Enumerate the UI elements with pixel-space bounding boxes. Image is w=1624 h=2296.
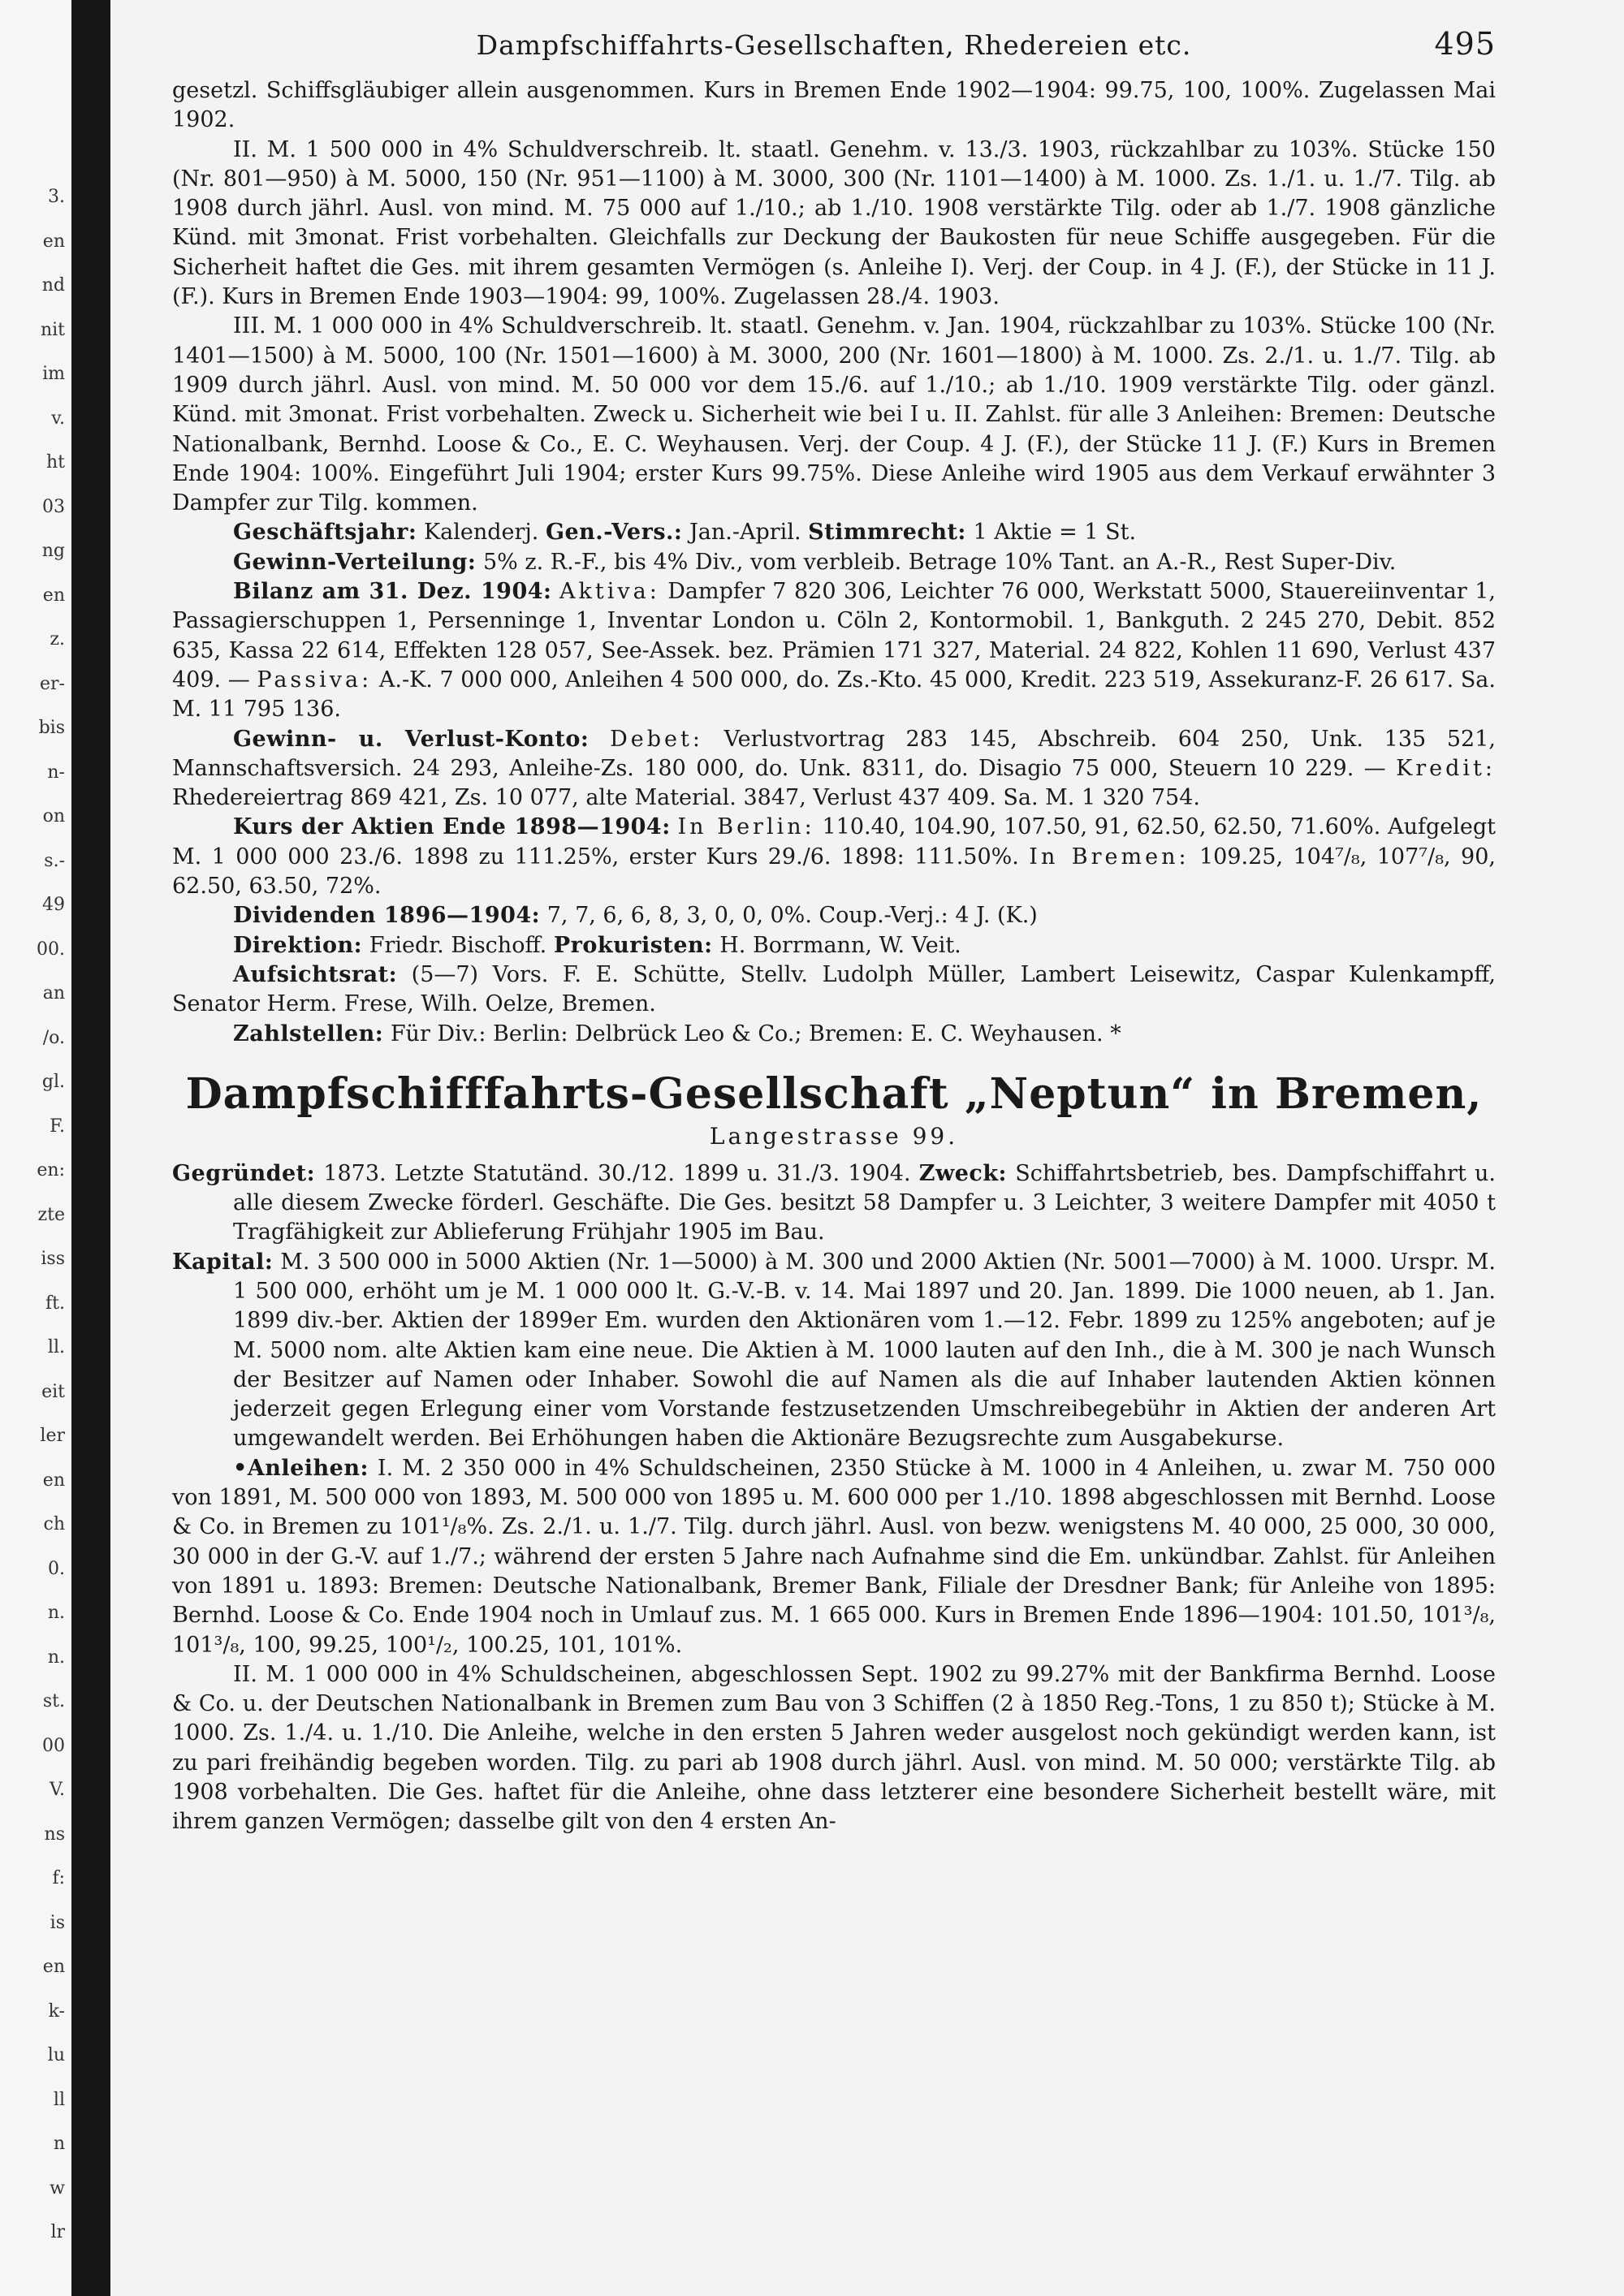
adjacent-page-fragment: ler — [40, 1426, 65, 1446]
label: Gegründet: — [172, 1160, 316, 1186]
text: Verlustvortrag 283 145, Abschreib. 604 250, Unk. 135 521, Mannschaftsversich. 24 293, Anleihe-Zs. 180 000, do. Unk. 8311, do. Disagio 75 000, Steuern 10 229. — — [172, 726, 1496, 781]
paragraph-anleihen — [172, 1454, 1496, 1660]
text: Aktiva: — [559, 579, 660, 605]
label: Kurs der Aktien Ende 1898—1904: — [233, 814, 671, 840]
adjacent-page-fragment: w — [50, 2177, 65, 2199]
adjacent-page-fragment: z. — [50, 629, 65, 650]
adjacent-page-fragment: lu — [47, 2045, 65, 2065]
adjacent-page-fragment: n- — [47, 762, 65, 783]
adjacent-page-fragment: en — [42, 1957, 65, 1977]
text: Passiva: — [257, 667, 373, 693]
label: Direktion: — [233, 932, 363, 958]
label: Aufsichtsrat: — [233, 961, 398, 987]
adjacent-page-fragment: er- — [40, 673, 65, 694]
label: Kapital: — [172, 1249, 274, 1275]
adjacent-page-fragment: ll. — [47, 1337, 65, 1357]
adjacent-page-fragment: gl. — [41, 1072, 65, 1092]
page — [172, 23, 1496, 1837]
running-title: Dampfschiffahrts-Gesellschaften, Rhedereien etc. — [476, 29, 1192, 61]
running-header — [172, 23, 1496, 76]
adjacent-page-fragment: en — [42, 231, 65, 252]
text: Debet: — [610, 726, 703, 752]
company-title: Dampfschifffahrts-Gesellschaft „Neptun“ in Bremen, — [185, 1068, 1483, 1119]
adjacent-page-fragment: en — [42, 1470, 65, 1491]
adjacent-page-fragment: is — [50, 1912, 65, 1933]
text: 7, 7, 6, 6, 8, 3, 0, 0, 0%. Coup.-Verj.: 4 J. (K.) — [540, 903, 1038, 929]
adjacent-page-fragment: /o. — [42, 1027, 65, 1048]
label: Bilanz am 31. Dez. 1904: — [233, 579, 552, 605]
adjacent-page-fragment: F. — [50, 1116, 65, 1137]
label: Gewinn-Verteilung: — [233, 549, 477, 575]
adjacent-page-fragment: 00. — [37, 939, 65, 960]
label: Stimmrecht: — [808, 520, 966, 546]
text: 1 Aktie = 1 St. — [965, 520, 1137, 546]
text: H. Borrmann, W. Veit. — [712, 932, 961, 958]
text: Für Div.: Berlin: Delbrück Leo & Co.; Bremen: E. C. Weyhausen. * — [383, 1021, 1121, 1047]
adjacent-page-fragment: s.- — [44, 850, 65, 871]
adjacent-page-fragment: bis — [38, 718, 65, 738]
adjacent-page-fragment: eit — [41, 1381, 65, 1402]
text: In Berlin: — [677, 814, 815, 840]
adjacent-page-fragment: an — [42, 983, 65, 1003]
adjacent-page-fragment: ll — [53, 2089, 65, 2110]
adjacent-page-fragment: 49 — [42, 895, 65, 915]
adjacent-page-strip — [0, 0, 71, 2296]
paragraph-direktion — [172, 931, 1496, 960]
text: Kredit: — [1396, 755, 1496, 781]
adjacent-page-fragment: on — [42, 806, 65, 826]
text: (5—7) Vors. F. E. Schütte, Stellv. Ludolph Müller, Lambert Leisewitz, Caspar Kulenkampff, Senator Herm. Frese, Wilh. Oelze, Bremen. — [172, 961, 1496, 1017]
paragraph-kurs — [172, 813, 1496, 901]
label: •Anleihen: — [233, 1455, 369, 1481]
text: Kalenderj. — [417, 520, 546, 546]
adjacent-page-fragment: n. — [47, 1603, 65, 1623]
text: 109.25, 104⁷/₈, 107⁷/₈, 90, 62.50, 63.50, 72%. — [172, 844, 1496, 900]
paragraph-kapital — [172, 1248, 1496, 1454]
adjacent-page-fragment: ht — [45, 452, 65, 473]
paragraph-zahlstellen — [172, 1020, 1496, 1049]
label: Geschäftsjahr: — [233, 520, 417, 546]
adjacent-page-fragment: 3. — [48, 187, 65, 207]
adjacent-page-fragment: 03 — [42, 496, 65, 517]
text: Jan.-April. — [682, 520, 809, 546]
paragraph-bilanz — [172, 577, 1496, 724]
adjacent-page-fragment: ch — [43, 1514, 65, 1534]
text: Dampfer 7 820 306, Leichter 76 000, Werkstatt 5000, Stauereiinventar 1, Passagierschuppen 1, Persenninge 1, Inventar London u. Cöln 2, Kontormobil. 1, Bankguth. 2 245 270, Debit. 852 635, Kassa 22 614, Effekten 128 057, See-Assek. bez. Prämien 171 327, Material. 24 822, Kohlen 11 690, Verlust 437 409. — — [172, 579, 1496, 693]
paragraph-gegruendet — [172, 1159, 1496, 1248]
book-gutter — [71, 0, 110, 2296]
paragraph-meta — [172, 518, 1496, 547]
adjacent-page-fragment: 0. — [48, 1558, 65, 1579]
company-address: Langestrasse 99. — [709, 1122, 959, 1150]
text: 1873. Letzte Statutänd. 30./12. 1899 u. 31./3. 1904. — [315, 1160, 919, 1186]
paragraph-anleihe-2: II. M. 1 000 000 in 4% Schuldscheinen, abgeschlossen Sept. 1902 zu 99.27% mit der Bankfirma Bernhd. Loose & Co. u. der Deutschen Nationalbank in Bremen zum Bau von 3 Schiffen (2 à 1850 Reg.-Tons, 1 zu 850 t); Stücke à M. 1000. Zs. 1./4. u. 1./10. Die Anleihe, welche in den ersten 5 Jahren weder ausgelost noch gekündigt werden kann, ist zu pari freihändig begeben worden. Tilg. zu pari ab 1908 durch jährl. Ausl. von mind. M. 50 000; verstärkte Tilg. ab 1908 vorbehalten. Die Ges. haftet für die Anleihe, ohne dass letzterer eine besondere Sicherheit bestellt wäre, mit ihrem ganzen Vermögen; dasselbe gilt von den 4 ersten An- — [172, 1661, 1496, 1835]
adjacent-page-fragment: nit — [40, 319, 65, 340]
text: M. 3 500 000 in 5000 Aktien (Nr. 1—5000) à M. 300 und 2000 Aktien (Nr. 5001—7000) à M. 1000. Urspr. M. 1 500 000, erhöht um je M. 1 000 000 lt. G.-V.-B. v. 14. Mai 1897 und 20. Jan. 1899. Die 1000 neuen, ab 1. Jan. 1899 div.-ber. Aktien der 1899er Em. wurden den Aktionären vom 1.—12. Febr. 1899 zu 125% angeboten; auf je M. 5000 nom. alte Aktien kam eine neue. Die Aktien à M. 1000 lauten auf den Inh., die à M. 300 je nach Wunsch der Besitzer auf Namen oder Inhaber. Sowohl die auf Namen als die auf Inhaber lautenden Aktien können jederzeit gegen Erlegung einer vom Vorstande festzusetzenden Umschreibegebühr in Aktien der anderen Art umgewandelt werden. Bei Erhöhungen haben die Aktionäre Bezugsrechte zum Ausgabekurse. — [233, 1249, 1496, 1452]
adjacent-page-fragment: en — [42, 585, 65, 606]
adjacent-page-fragment: n. — [47, 1646, 65, 1668]
paragraph: III. M. 1 000 000 in 4% Schuldverschreib. lt. staatl. Genehm. v. Jan. 1904, rückzahlbar zu 103%. Stücke 100 (Nr. 1401—1500) à M. 5000, 100 (Nr. 1501—1600) à M. 3000, 200 (Nr. 1601—1800) à M. 1000. Zs. 2./1. u. 1./7. Tilg. ab 1909 durch jährl. Ausl. von mind. M. 50 000 vor dem 15./6. auf 1./10.; ab 1./10. 1909 verstärkte Tilg. oder gänzl. Künd. mit 3monat. Frist vorbehalten. Zweck u. Sicherheit wie bei I u. II. Zahlst. für alle 3 Anleihen: Bremen: Deutsche Nationalbank, Bernhd. Loose & Co., E. C. Weyhausen. Verj. der Coup. 4 J. (F.), der Stücke 11 J. (F.) Kurs in Bremen Ende 1904: 100%. Eingeführt Juli 1904; erster Kurs 99.75%. Diese Anleihe wird 1905 aus dem Verkauf erwähnter 3 Dampfer zur Tilg. kommen. — [172, 313, 1496, 516]
label: Gewinn- u. Verlust-Konto: — [233, 726, 590, 752]
adjacent-page-fragment: zte — [37, 1204, 65, 1225]
text: Schiffahrtsbetrieb, bes. Dampfschiffahrt u. alle diesem Zwecke förderl. Geschäfte. Die Ges. besitzt 58 Dampfer u. 3 Leichter, 3 weitere Dampfer mit 4050 t Tragfähigkeit zur Ablieferung Frühjahr 1905 im Bau. — [233, 1160, 1496, 1245]
adjacent-page-fragment: ng — [41, 541, 65, 561]
text: Rhedereiertrag 869 421, Zs. 10 077, alte Material. 3847, Verlust 437 409. Sa. M. 1 320 754. — [172, 785, 1200, 811]
adjacent-page-fragment: v. — [51, 408, 65, 429]
text: A.-K. 7 000 000, Anleihen 4 500 000, do. Zs.-Kto. 45 000, Kredit. 223 519, Assekuranz-F. 26 617. Sa. M. 11 795 136. — [172, 667, 1496, 723]
label: Prokuristen: — [553, 932, 713, 958]
text: 110.40, 104.90, 107.50, 91, 62.50, 62.50, 71.60%. Aufgelegt M. 1 000 000 23./6. 1898 zu 111.25%, erster Kurs 29./6. 1898: 111.50%. — [172, 814, 1496, 870]
text: Friedr. Bischoff. — [362, 932, 554, 958]
label: Zahlstellen: — [233, 1021, 384, 1047]
page-number: 495 — [1434, 26, 1496, 62]
paragraph-gewinn — [172, 548, 1496, 577]
label: Dividenden 1896—1904: — [233, 903, 541, 929]
label: Zweck: — [918, 1160, 1007, 1186]
paragraph: gesetzl. Schiffsgläubiger allein ausgenommen. Kurs in Bremen Ende 1902—1904: 99.75, 100, 100%. Zugelassen Mai 1902. — [172, 78, 1496, 133]
adjacent-page-fragment: ns — [44, 1823, 65, 1845]
text: 5% z. R.-F., bis 4% Div., vom verbleib. Betrage 10% Tant. an A.-R., Rest Super-Div. — [476, 549, 1397, 575]
adjacent-page-fragment: 00 — [42, 1735, 65, 1756]
adjacent-page-fragment: k- — [48, 2000, 65, 2022]
adjacent-page-fragment: lr — [50, 2222, 65, 2242]
text: In Bremen: — [1029, 844, 1190, 870]
adjacent-page-fragment: ft. — [45, 1293, 65, 1314]
adjacent-page-fragment: n — [53, 2134, 65, 2154]
paragraph: II. M. 1 500 000 in 4% Schuldverschreib. lt. staatl. Genehm. v. 13./3. 1903, rückzahlbar zu 103%. Stücke 150 (Nr. 801—950) à M. 5000, 150 (Nr. 951—1100) à M. 3000, 300 (Nr. 1101—1400) à M. 1000. Zs. 1./1. u. 1./7. Tilg. ab 1908 durch jährl. Ausl. von mind. M. 75 000 auf 1./10.; ab 1./10. 1908 verstärkte Tilg. oder ab 1./7. 1908 gänzliche Künd. mit 3monat. Frist vorbehalten. Gleichfalls zur Deckung der Baukosten für neue Schiffe ausgegeben. Für die Sicherheit haftet die Ges. mit ihrem gesamten Vermögen (s. Anleihe I). Verj. der Coup. in 4 J. (F.), der Stücke in 11 J. (F.). Kurs in Bremen Ende 1903—1904: 99, 100%. Zugelassen 28./4. 1903. — [172, 136, 1496, 310]
text: I. M. 2 350 000 in 4% Schuldscheinen, 2350 Stücke à M. 1000 in 4 Anleihen, u. zwar M. 750 000 von 1891, M. 500 000 von 1893, M. 500 000 von 1895 u. M. 600 000 per 1./10. 1898 abgeschlossen mit Bernhd. Loose & Co. in Bremen zu 101¹/₈%. Zs. 2./1. u. 1./7. Tilg. durch jährl. Ausl. von bezw. wenigstens M. 40 000, 25 000, 30 000, 30 000 in der G.-V. auf 1./7.; während der ersten 5 Jahre nach Aufnahme sind die Em. unkündbar. Zahlst. für Anleihen von 1891 u. 1893: Bremen: Deutsche Nationalbank, Bremer Bank, Filiale der Dresdner Bank; für Anleihe von 1895: Bernhd. Loose & Co. Ende 1904 noch in Umlauf zus. M. 1 665 000. Kurs in Bremen Ende 1896—1904: 101.50, 101³/₈, 101³/₈, 100, 99.25, 100¹/₂, 100.25, 101, 101%. — [172, 1455, 1496, 1658]
paragraph-guv — [172, 725, 1496, 814]
paragraph-dividenden — [172, 901, 1496, 930]
adjacent-page-fragment: iss — [41, 1249, 65, 1269]
adjacent-page-fragment: V. — [49, 1780, 65, 1800]
paragraph-aufsichtsrat — [172, 960, 1496, 1020]
adjacent-page-fragment: st. — [42, 1691, 65, 1711]
adjacent-page-fragment: nd — [41, 275, 65, 296]
adjacent-page-fragment: en: — [37, 1160, 65, 1180]
label: Gen.-Vers.: — [545, 520, 683, 546]
adjacent-page-fragment: im — [42, 364, 65, 384]
adjacent-page-fragment: f: — [52, 1868, 65, 1888]
